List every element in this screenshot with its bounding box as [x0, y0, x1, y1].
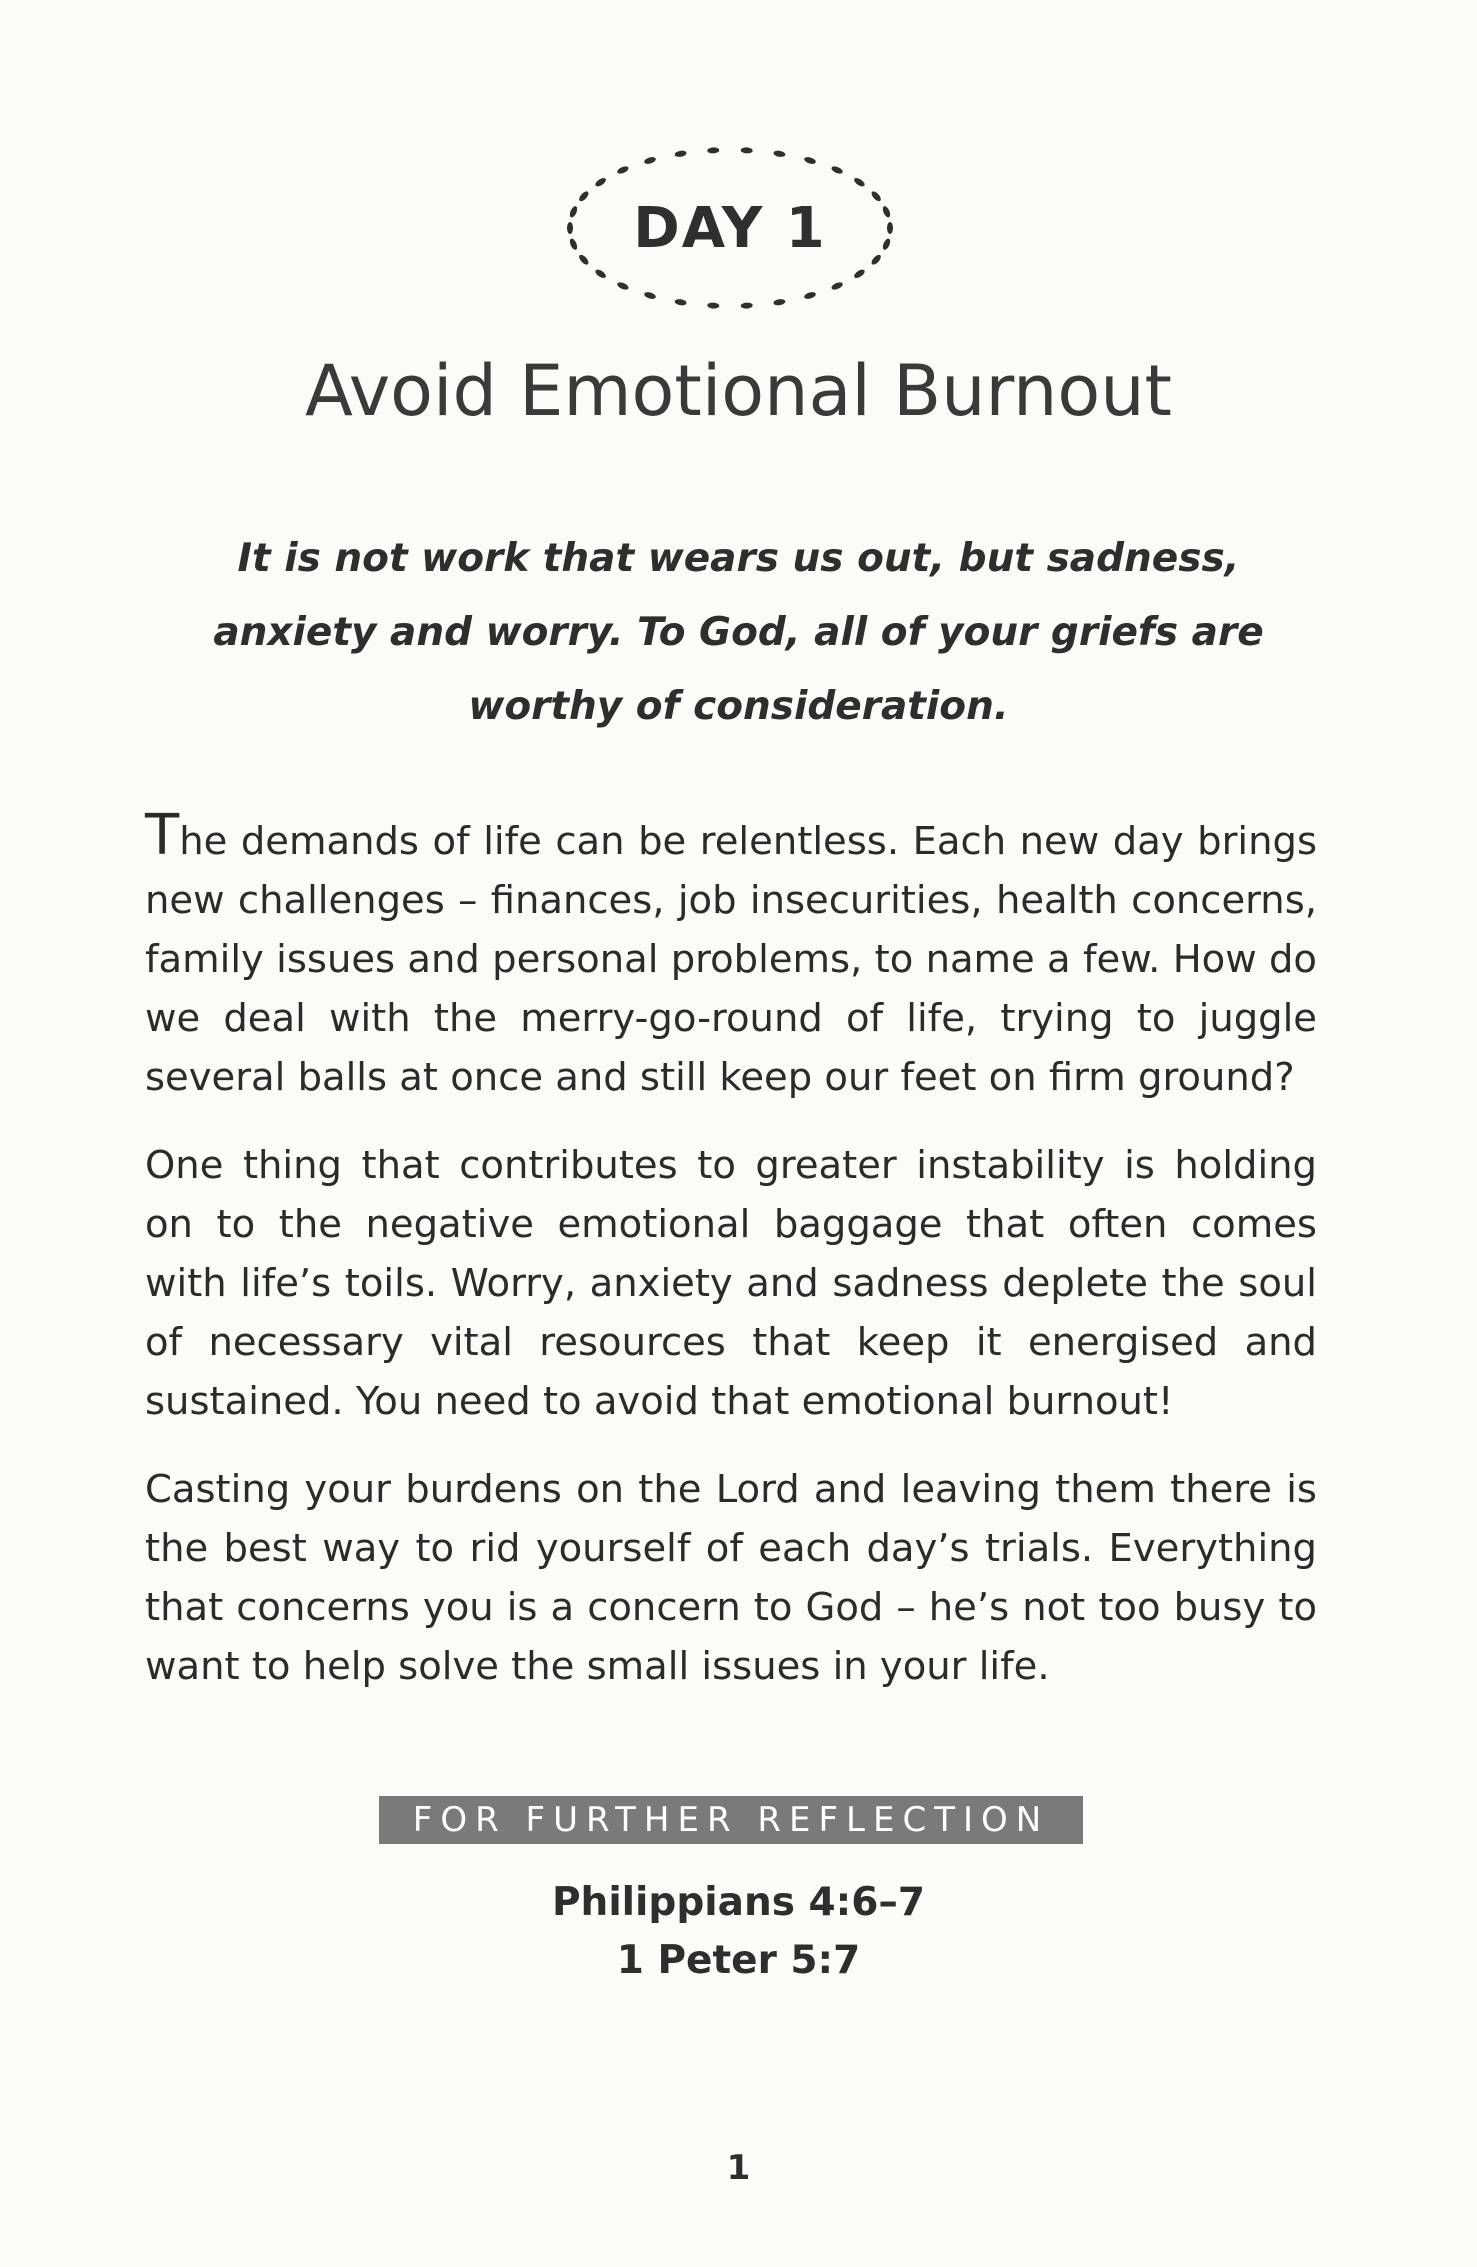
body-text — [145, 803, 1317, 1725]
epigraph — [200, 522, 1277, 744]
body-paragraph: Casting your burdens on the Lord and leaving them there is the best way to rid yourself of each day’s trials. Everything that concerns you is a concern to God – he’s not too busy to want to help solve the small issues in your life. — [145, 1467, 1317, 1689]
scripture-references — [0, 1874, 1477, 1990]
scripture-reference: 1 Peter 5:7 — [616, 1938, 861, 1983]
body-paragraph: One thing that contributes to greater instability is holding on to the negative emotional baggage that often comes with life’s toils. Worry, anxiety and sadness deplete the soul of necessary vital resources that keep it energised and sustained. You need to avoid that emotional burnout! — [145, 1143, 1317, 1424]
reflection-heading: FOR FURTHER REFLECTION — [379, 1796, 1083, 1844]
day-label: DAY 1 — [633, 195, 827, 261]
page-number: 1 — [726, 2148, 751, 2188]
day-badge — [558, 138, 902, 318]
body-paragraph: The demands of life can be relentless. Each new day brings new challenges – finances, job insecurities, health concerns, family issues and personal problems, to name a few. How do we deal with the merry-go-round of life, trying to juggle several balls at once and still keep our feet on firm ground? — [145, 803, 1317, 1100]
epigraph-line: It is not work that wears us out, but sadness, — [237, 536, 1240, 581]
epigraph-line: worthy of consideration. — [468, 684, 1009, 729]
scripture-reference: Philippians 4:6–7 — [551, 1880, 926, 1925]
epigraph-line: anxiety and worry. To God, all of your griefs are — [213, 610, 1264, 655]
page-title: Avoid Emotional Burnout — [304, 350, 1173, 432]
